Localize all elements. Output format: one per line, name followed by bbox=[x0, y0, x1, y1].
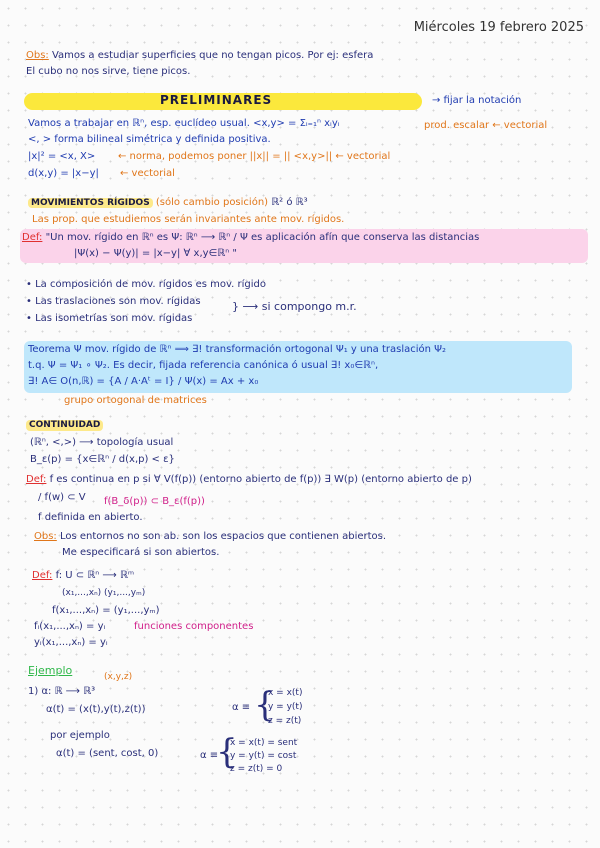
teorema-line1: Teorema Ψ mov. rígido de ℝⁿ ⟹ ∃! transformación ortogonal Ψ₁ y una traslación Ψ₂ bbox=[28, 344, 447, 355]
continuidad-line1: (ℝⁿ, <,>) ⟶ topología usual bbox=[30, 437, 174, 448]
rigidos-title-note: (sólo cambio posición) bbox=[155, 197, 269, 208]
ejemplo-sys1-brace: { bbox=[254, 685, 276, 725]
obs-label: Obs: bbox=[26, 50, 49, 61]
date-header: Miércoles 19 febrero 2025 bbox=[413, 20, 584, 35]
rigidos-brace-note: } ⟶ si compongo m.r. bbox=[232, 300, 357, 313]
ejemplo-sys2-row2: z = z(t) = 0 bbox=[230, 764, 283, 774]
ejemplo-line4: α(t) = (sent, cost, 0) bbox=[56, 748, 159, 759]
def3-line4: fᵢ(x₁,...,xₙ) = yᵢ bbox=[34, 621, 106, 632]
rn-line1-note: prod. escalar ← vectorial bbox=[424, 120, 548, 131]
def3-line4-note: funciones componentes bbox=[134, 621, 254, 632]
rigidos-bullet2: • Las traslaciones son mov. rígidas bbox=[26, 296, 201, 307]
ejemplo-sys1-row1: y = y(t) bbox=[268, 702, 303, 712]
section-title: PRELIMINARES bbox=[160, 93, 273, 107]
rn-line4-note: ← vectorial bbox=[120, 168, 175, 179]
continuidad-obs-line2: Me especificará si son abiertos. bbox=[62, 547, 220, 558]
ejemplo-sys2-row0: x = x(t) = sent bbox=[230, 738, 298, 748]
ejemplo-sys1-row0: x = x(t) bbox=[268, 688, 303, 698]
ejemplo-sys2-brace: { bbox=[216, 732, 238, 772]
def3-line3: f(x₁,...,xₙ) = (y₁,...,yₘ) bbox=[52, 605, 160, 616]
continuidad-obs-text1: Los entornos no son ab. son los espacios que contienen abiertos. bbox=[56, 531, 387, 542]
rn-line3-note: ← norma, podemos poner ||x|| = || <x,y>|| ← vectorial bbox=[118, 151, 391, 162]
ejemplo-sys2-row1: y = y(t) = cost bbox=[230, 751, 297, 761]
ejemplo-line3: por ejemplo bbox=[50, 730, 110, 741]
ejemplo-line2: α(t) = (x(t),y(t),z(t)) bbox=[46, 704, 146, 715]
rigidos-bullet3: • Las isometrías son mov. rígidas bbox=[26, 313, 193, 324]
ejemplo-line1: 1) α: ℝ ⟶ ℝ³ bbox=[28, 686, 96, 697]
obs-paragraph-1 bbox=[26, 50, 373, 62]
ejemplo-sys1-row2: z = z(t) bbox=[268, 716, 302, 726]
rn-line1: Vamos a trabajar en ℝⁿ, esp. euclídeo usual. <x,y> = Σᵢ₌₁ⁿ xᵢyᵢ bbox=[28, 118, 340, 129]
rigidos-def-line2: |Ψ(x) − Ψ(y)| = |x−y| ∀ x,y∈ℝⁿ " bbox=[74, 248, 237, 259]
def3-line2: (x₁,...,xₙ) (y₁,...,yₘ) bbox=[62, 588, 146, 598]
continuidad-def-label: Def: bbox=[26, 474, 47, 485]
ejemplo-tag: (x,y,z) bbox=[104, 672, 133, 682]
def3-line1 bbox=[32, 570, 134, 582]
rigidos-title-line bbox=[28, 197, 308, 209]
continuidad-obs-line1 bbox=[34, 531, 386, 543]
obs-text-line1: Vamos a estudiar superficies que no tengan picos. Por ej: esfera bbox=[48, 50, 374, 61]
def3-line5: yᵢ(x₁,...,xₙ) = yᵢ bbox=[34, 637, 108, 648]
continuidad-def-note: f(B_δ(p)) ⊂ B_ε(f(p)) bbox=[104, 496, 205, 507]
rn-line3: |x|² = <x, X> bbox=[28, 151, 96, 162]
continuidad-obs-label: Obs: bbox=[34, 531, 57, 542]
ejemplo-sys2-label: α ≡ bbox=[200, 750, 219, 761]
ejemplo-title: Ejemplo bbox=[28, 664, 73, 677]
continuidad-def-line2: / f(w) ⊂ V bbox=[38, 492, 86, 503]
obs-text-line2: El cubo no nos sirve, tiene picos. bbox=[26, 66, 191, 77]
continuidad-def-line3: f definida en abierto. bbox=[38, 512, 143, 523]
section-note: → fijar la notación bbox=[432, 95, 522, 106]
rigidos-def-text1: "Un mov. rígido en ℝⁿ es Ψ: ℝⁿ ⟶ ℝⁿ / Ψ es aplicación afín que conserva las distancias bbox=[45, 232, 480, 243]
teorema-line3: ∃! A∈ O(n,ℝ) = {A / A·Aᵗ = I} / Ψ(x) = Ax + x₀ bbox=[28, 376, 259, 387]
continuidad-title: CONTINUIDAD bbox=[26, 420, 103, 431]
rn-line4: d(x,y) = |x−y| bbox=[28, 168, 99, 179]
rigidos-bullet1: • La composición de mov. rígidos es mov. rígido bbox=[26, 279, 266, 290]
teorema-line4: grupo ortogonal de matrices bbox=[64, 395, 207, 406]
teorema-line2: t.q. Ψ = Ψ₁ ∘ Ψ₂. Es decir, fijada referencia canónica ó usual ∃! x₀∈ℝⁿ, bbox=[28, 360, 379, 371]
rigidos-def-line1 bbox=[22, 232, 479, 244]
ejemplo-sys1-label: α ≡ bbox=[232, 702, 251, 713]
continuidad-def-text1: f es continua en p si ∀ V(f(p)) (entorno abierto de f(p)) ∃ W(p) (entorno abierto de p) bbox=[49, 474, 472, 485]
rigidos-def-label: Def: bbox=[22, 232, 43, 243]
rigidos-title: MOVIMIENTOS RÍGIDOS bbox=[28, 198, 153, 208]
def3-text1: f: U ⊂ ℝⁿ ⟶ ℝᵐ bbox=[55, 570, 135, 581]
continuidad-line2: B_ε(p) = {x∈ℝⁿ / d(x,p) < ε} bbox=[30, 454, 175, 465]
def3-label: Def: bbox=[32, 570, 53, 581]
rn-line2: <, > forma bilineal simétrica y definida positiva. bbox=[28, 134, 271, 145]
rigidos-line1: Las prop. que estudiemos serán invariantes ante mov. rígidos. bbox=[32, 214, 345, 225]
continuidad-def-line1 bbox=[26, 474, 472, 486]
rigidos-title-end: ℝ² ó ℝ³ bbox=[271, 197, 308, 208]
